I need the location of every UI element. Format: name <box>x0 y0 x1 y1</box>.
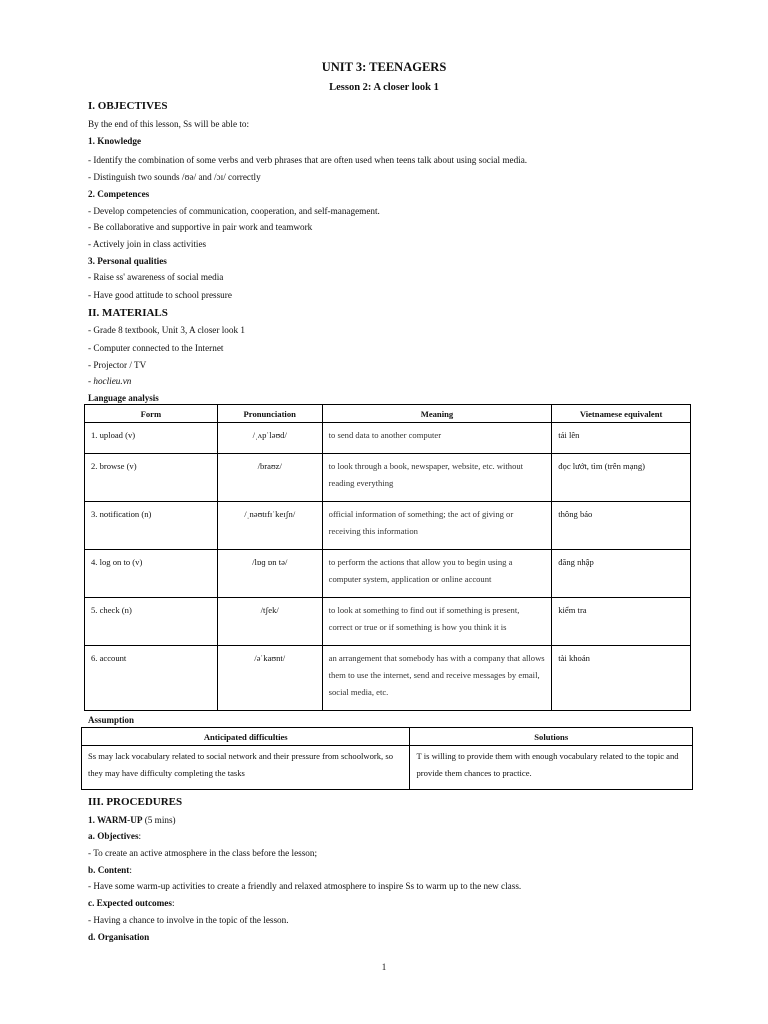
table-row <box>85 454 691 502</box>
materials-item: - Projector / TV <box>88 360 147 370</box>
form-cell: 6. account <box>91 653 127 663</box>
document-title: UNIT 3: TEENAGERS <box>321 60 447 74</box>
table-header-row <box>85 405 691 423</box>
table-row <box>85 598 691 646</box>
assumption-table <box>81 727 693 790</box>
objectives-sublabel: a. Objectives <box>88 831 139 841</box>
column-header: Form <box>85 405 218 423</box>
pronunciation-cell: /tʃek/ <box>260 605 279 615</box>
vietnamese-cell: tải lên <box>558 430 580 440</box>
personal-label: Personal qualities <box>97 256 167 266</box>
warmup-time: (5 mins) <box>142 815 176 825</box>
pronunciation-cell: /əˈkaʊnt/ <box>254 653 286 663</box>
hoclieu-link[interactable]: hoclieu.vn <box>93 376 132 386</box>
form-cell: 5. check (n) <box>91 605 132 615</box>
table-row <box>82 746 693 790</box>
content-sublabel: b. Content <box>88 865 130 875</box>
materials-heading: II. MATERIALS <box>88 307 168 319</box>
outcomes-subheading: c. Expected outcomes: <box>88 898 175 908</box>
competences-item: - Actively join in class activities <box>88 239 207 249</box>
table-row <box>85 423 691 454</box>
lesson-subtitle: Lesson 2: A closer look 1 <box>329 82 439 93</box>
language-analysis-label: Language analysis <box>88 393 159 403</box>
organisation-subheading: d. Organisation <box>88 932 150 942</box>
personal-item: - Raise ss' awareness of social media <box>88 272 224 282</box>
competences-heading <box>88 189 149 199</box>
knowledge-heading <box>88 136 141 146</box>
objectives-intro: By the end of this lesson, Ss will be able to: <box>88 119 250 129</box>
vietnamese-cell: đăng nhập <box>558 557 594 567</box>
language-analysis-table <box>84 404 691 711</box>
column-header: Pronunciation <box>217 405 322 423</box>
vietnamese-cell: kiểm tra <box>558 605 587 615</box>
personal-qualities-heading <box>88 256 167 266</box>
meaning-cell: an arrangement that somebody has with a company that allows them to use the internet, send and receive messages by email, social media, etc. <box>328 653 545 697</box>
pronunciation-cell: /lɒɡ ɒn tə/ <box>252 557 288 567</box>
competences-number: 2. <box>88 189 95 199</box>
meaning-cell: official information of something; the act of giving or receiving this information <box>328 509 514 536</box>
materials-item: - Grade 8 textbook, Unit 3, A closer look 1 <box>88 325 245 335</box>
competences-item: - Be collaborative and supportive in pair work and teamwork <box>88 222 313 232</box>
difficulty-cell: Ss may lack vocabulary related to social network and their pressure from schoolwork, so they may have difficulty completing the tasks <box>88 751 393 778</box>
form-cell: 4. log on to (v) <box>91 557 143 567</box>
pronunciation-cell: /braʊz/ <box>257 461 282 471</box>
procedures-heading: III. PROCEDURES <box>88 796 183 808</box>
form-cell: 2. browse (v) <box>91 461 137 471</box>
objectives-subtext: - To create an active atmosphere in the class before the lesson; <box>88 848 318 858</box>
knowledge-label: Knowledge <box>97 136 142 146</box>
page-number: 1 <box>381 962 387 972</box>
pronunciation-cell: /ˌnəʊtɪfɪˈkeɪʃn/ <box>244 509 296 519</box>
personal-item: - Have good attitude to school pressure <box>88 290 232 300</box>
column-header: Anticipated difficulties <box>82 728 410 746</box>
competences-label: Competences <box>97 189 150 199</box>
materials-link-prefix: - <box>88 376 94 386</box>
pronunciation-cell: /ˌʌpˈləʊd/ <box>252 430 287 440</box>
assumption-label: Assumption <box>88 715 135 725</box>
meaning-cell: to perform the actions that allow you to begin using a computer system, application or online account <box>328 557 513 584</box>
materials-item <box>88 376 131 386</box>
column-header: Meaning <box>322 405 552 423</box>
meaning-cell: to look at something to find out if something is present, correct or true or if something is how you think it is <box>328 605 520 632</box>
outcomes-sublabel: c. Expected outcomes <box>88 898 172 908</box>
knowledge-item: - Distinguish two sounds /ʊə/ and /ɔɪ/ correctly <box>88 172 261 182</box>
column-header: Vietnamese equivalent <box>552 405 691 423</box>
table-row <box>85 502 691 550</box>
vietnamese-cell: tài khoản <box>558 653 590 663</box>
table-row <box>85 550 691 598</box>
knowledge-item: - Identify the combination of some verbs and verb phrases that are often used when teens talk about using social media. <box>88 155 528 165</box>
warmup-label: 1. WARM-UP <box>88 815 143 825</box>
vietnamese-cell: thông báo <box>558 509 593 519</box>
form-cell: 1. upload (v) <box>91 430 136 440</box>
competences-item: - Develop competencies of communication, cooperation, and self-management. <box>88 206 380 216</box>
meaning-cell: to send data to another computer <box>328 430 442 440</box>
objectives-subheading: a. Objectives: <box>88 831 142 841</box>
warmup-heading <box>88 815 176 825</box>
solution-cell: T is willing to provide them with enough vocabulary related to the topic and provide them chances to practice. <box>416 751 679 778</box>
content-subheading: b. Content: <box>88 865 132 875</box>
objectives-heading: I. OBJECTIVES <box>88 100 168 112</box>
table-header-row <box>82 728 693 746</box>
table-row <box>85 646 691 711</box>
column-header: Solutions <box>410 728 693 746</box>
form-cell: 3. notification (n) <box>91 509 152 519</box>
outcomes-subtext: - Having a chance to involve in the topic of the lesson. <box>88 915 289 925</box>
vietnamese-cell: đọc lướt, tìm (trên mạng) <box>558 461 645 471</box>
knowledge-number: 1. <box>88 136 95 146</box>
personal-number: 3. <box>88 256 95 266</box>
materials-item: - Computer connected to the Internet <box>88 343 224 353</box>
meaning-cell: to look through a book, newspaper, website, etc. without reading everything <box>328 461 524 488</box>
content-subtext: - Have some warm-up activities to create a friendly and relaxed atmosphere to inspire Ss to warm up to the new class. <box>88 881 522 891</box>
